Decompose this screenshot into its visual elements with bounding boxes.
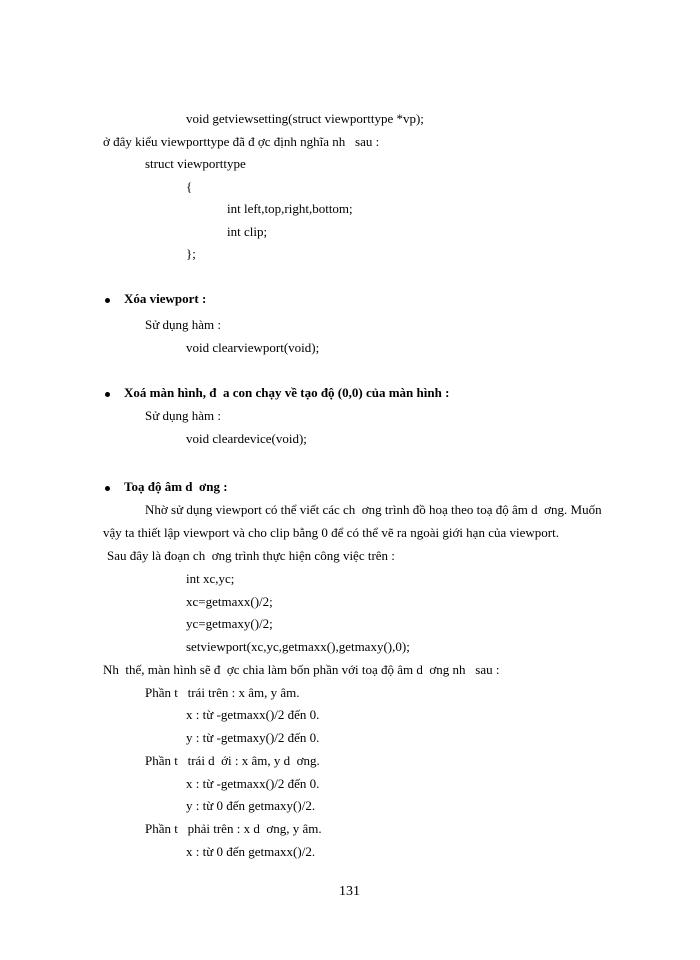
code-line: void clearviewport(void); xyxy=(186,340,320,355)
text-line: x : từ -getmaxx()/2 đến 0. xyxy=(186,776,320,791)
section-heading: Xóa viewport : xyxy=(124,291,207,306)
section-heading: Toạ độ âm d ơng : xyxy=(124,479,228,494)
code-line: setviewport(xc,yc,getmaxx(),getmaxy(),0); xyxy=(186,639,410,654)
text-line: x : từ -getmaxx()/2 đến 0. xyxy=(186,707,320,722)
page-number: 131 xyxy=(339,884,360,899)
section-heading: Xoá màn hình, đ a con chạy về tạo độ (0,0) của màn hình : xyxy=(124,385,450,400)
text-line: Sau đây là đoạn ch ơng trình thực hiện công việc trên : xyxy=(107,548,395,563)
text-line: y : từ 0 đến getmaxy()/2. xyxy=(186,798,316,813)
text-line: Nh thế, màn hình sẽ đ ợc chia làm bốn phần với toạ độ âm d ơng nh sau : xyxy=(103,662,500,677)
text-line: Sử dụng hàm : xyxy=(145,408,222,423)
text-line: Sử dụng hàm : xyxy=(145,317,222,332)
code-line: xc=getmaxx()/2; xyxy=(186,594,273,609)
code-line: void cleardevice(void); xyxy=(186,431,307,446)
code-line: int clip; xyxy=(227,224,268,239)
text-line: y : từ -getmaxy()/2 đến 0. xyxy=(186,730,320,745)
text-line: Phần t phải trên : x d ơng, y âm. xyxy=(145,821,322,836)
bullet-icon xyxy=(105,486,110,491)
text-line: Phần t trái d ới : x âm, y d ơng. xyxy=(145,753,320,768)
code-line: }; xyxy=(186,246,196,261)
code-line: { xyxy=(186,179,193,194)
text-line: Phần t trái trên : x âm, y âm. xyxy=(145,685,300,700)
code-line: void getviewsetting(struct viewporttype *vp); xyxy=(186,111,424,126)
code-line: struct viewporttype xyxy=(145,156,246,171)
code-line: yc=getmaxy()/2; xyxy=(186,616,273,631)
bullet-icon xyxy=(105,298,110,303)
code-line: int left,top,right,bottom; xyxy=(227,201,353,216)
text-line: x : từ 0 đến getmaxx()/2. xyxy=(186,844,316,859)
paragraph-line: vậy ta thiết lập viewport và cho clip bằng 0 để có thể vẽ ra ngoài giới hạn của viewport. xyxy=(103,525,559,540)
text-line: ở đây kiểu viewporttype đã đ ợc định nghĩa nh sau : xyxy=(103,134,380,149)
code-line: int xc,yc; xyxy=(186,571,235,586)
bullet-icon xyxy=(105,392,110,397)
paragraph-line: Nhờ sử dụng viewport có thể viết các ch ơng trình đồ hoạ theo toạ độ âm d ơng. Muốn xyxy=(145,502,602,517)
